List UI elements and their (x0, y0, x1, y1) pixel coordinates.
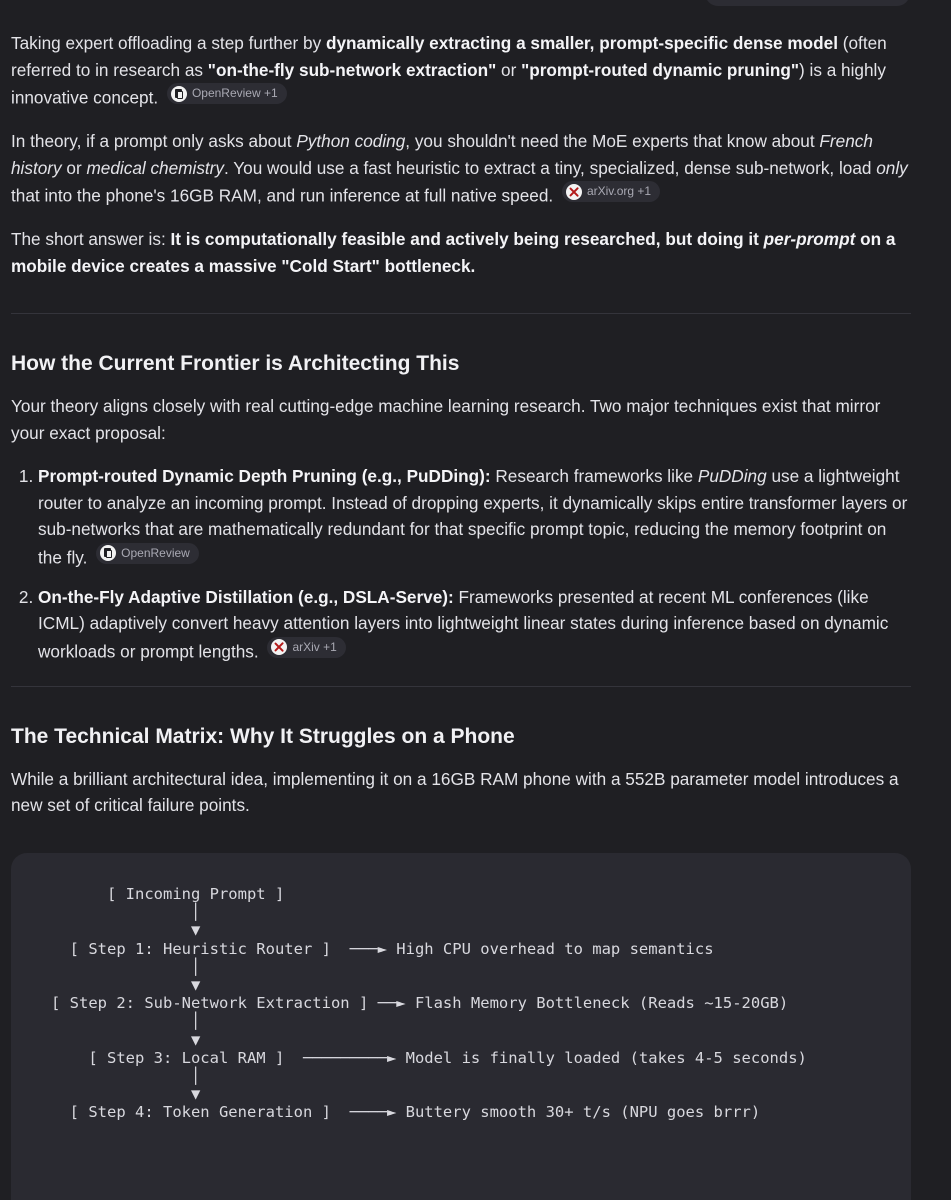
text: Frameworks presented at recent ML conferences (like ICML) adaptively convert heavy attention layers into lightweight linear states during inference based on dynamic workloads or prompt lengths. (38, 586, 889, 661)
italic-text: Python coding (296, 131, 406, 151)
bold-text: "on-the-fly sub-network extraction" (207, 59, 497, 80)
source-chip-arxiv[interactable] (562, 181, 660, 202)
source-chip-label: arXiv.org +1 (586, 184, 652, 198)
text: Taking expert offloading a step further by (11, 33, 326, 53)
diagram-code-block (11, 853, 911, 1200)
section1-intro: Your theory aligns closely with real cutting-edge machine learning research. Two major techniques exist that mirror your exact proposal: (11, 396, 881, 443)
bold-text: It is computationally feasible and actively being researched, but doing it (170, 229, 764, 249)
text: . You would use a fast heuristic to extract a tiny, specialized, dense sub-network, load (224, 157, 877, 178)
source-chip-label: arXiv +1 (292, 639, 337, 654)
techniques-list (11, 463, 911, 665)
section-divider (11, 686, 911, 687)
list-item-title: On-the-Fly Adaptive Distillation (e.g., DSLA-Serve): (38, 586, 454, 607)
section-heading-frontier: How the Current Frontier is Architecting This (11, 352, 460, 375)
section-divider (11, 313, 911, 314)
document-icon (171, 86, 187, 102)
arxiv-icon (271, 639, 287, 655)
intro-paragraph-1 (11, 30, 911, 111)
text: use a lightweight router to analyze an incoming prompt. Instead of dropping experts, it dynamically skips entire transformer layers or sub-networks that are mathematically redundant for that specific prompt topic, reducing the memory footprint on the fly. (38, 466, 908, 567)
list-item (38, 584, 911, 665)
list-item (38, 463, 911, 571)
bold-text: on a mobile device creates a massive "Cold Start" bottleneck. (11, 229, 896, 276)
text: ) is a highly innovative concept. (11, 59, 886, 108)
text: that into the phone's 16GB RAM, and run inference at full native speed. (11, 185, 554, 206)
bold-text: dynamically extracting a smaller, prompt-specific dense model (325, 33, 838, 53)
source-chip-label: OpenReview +1 (191, 86, 278, 100)
source-chip-openreview[interactable] (96, 543, 199, 564)
text: The short answer is: (11, 229, 171, 249)
text: or (496, 59, 522, 80)
list-item-title: Prompt-routed Dynamic Depth Pruning (e.g., PuDDing): (38, 466, 491, 486)
bold-text: "prompt-routed dynamic pruning" (521, 59, 800, 80)
ascii-flow-diagram: [ Incoming Prompt ] │ ▼ [ Step 1: Heuristic Router ] ───► High CPU overhead to map semantics │ ▼ [ Step 2: Sub-Network Extraction ] ──► Flash Memory Bottleneck (Reads ~15-20GB) │ ▼ [ Step 3: Local RAM ] ─────────► Model is finally loaded (takes 4-5 seconds) │ ▼ [ Step 4: Token Generation ] ────► Buttery smooth 30+ t/s (NPU goes brrr) (51, 885, 807, 1122)
italic-text: PuDDing (697, 466, 767, 486)
text: (often referred to in research as (11, 33, 887, 80)
section2-intro: While a brilliant architectural idea, implementing it on a 16GB RAM phone with a 552B parameter model introduces a new set of critical failure points. (11, 768, 899, 815)
text: or (61, 157, 87, 178)
section-heading-technical-matrix: The Technical Matrix: Why It Struggles on a Phone (11, 724, 515, 748)
source-chip-label: OpenReview (121, 545, 190, 560)
text: In theory, if a prompt only asks about (11, 131, 297, 151)
italic-text: French history (11, 131, 873, 178)
italic-text: medical chemistry (86, 157, 225, 178)
source-chip-arxiv[interactable] (267, 637, 345, 658)
intro-paragraph-2 (11, 128, 911, 209)
bold-italic-text: per-prompt (763, 229, 856, 249)
intro-paragraph-3 (11, 226, 911, 279)
arxiv-icon (566, 184, 582, 200)
top-pill[interactable] (705, 0, 910, 6)
text: , you shouldn't need the MoE experts that know about (405, 131, 820, 151)
source-chip-openreview[interactable] (167, 83, 287, 104)
response-content (11, 30, 911, 836)
text: Research frameworks like (490, 466, 698, 486)
italic-text: only (876, 157, 908, 178)
document-icon (100, 545, 116, 561)
